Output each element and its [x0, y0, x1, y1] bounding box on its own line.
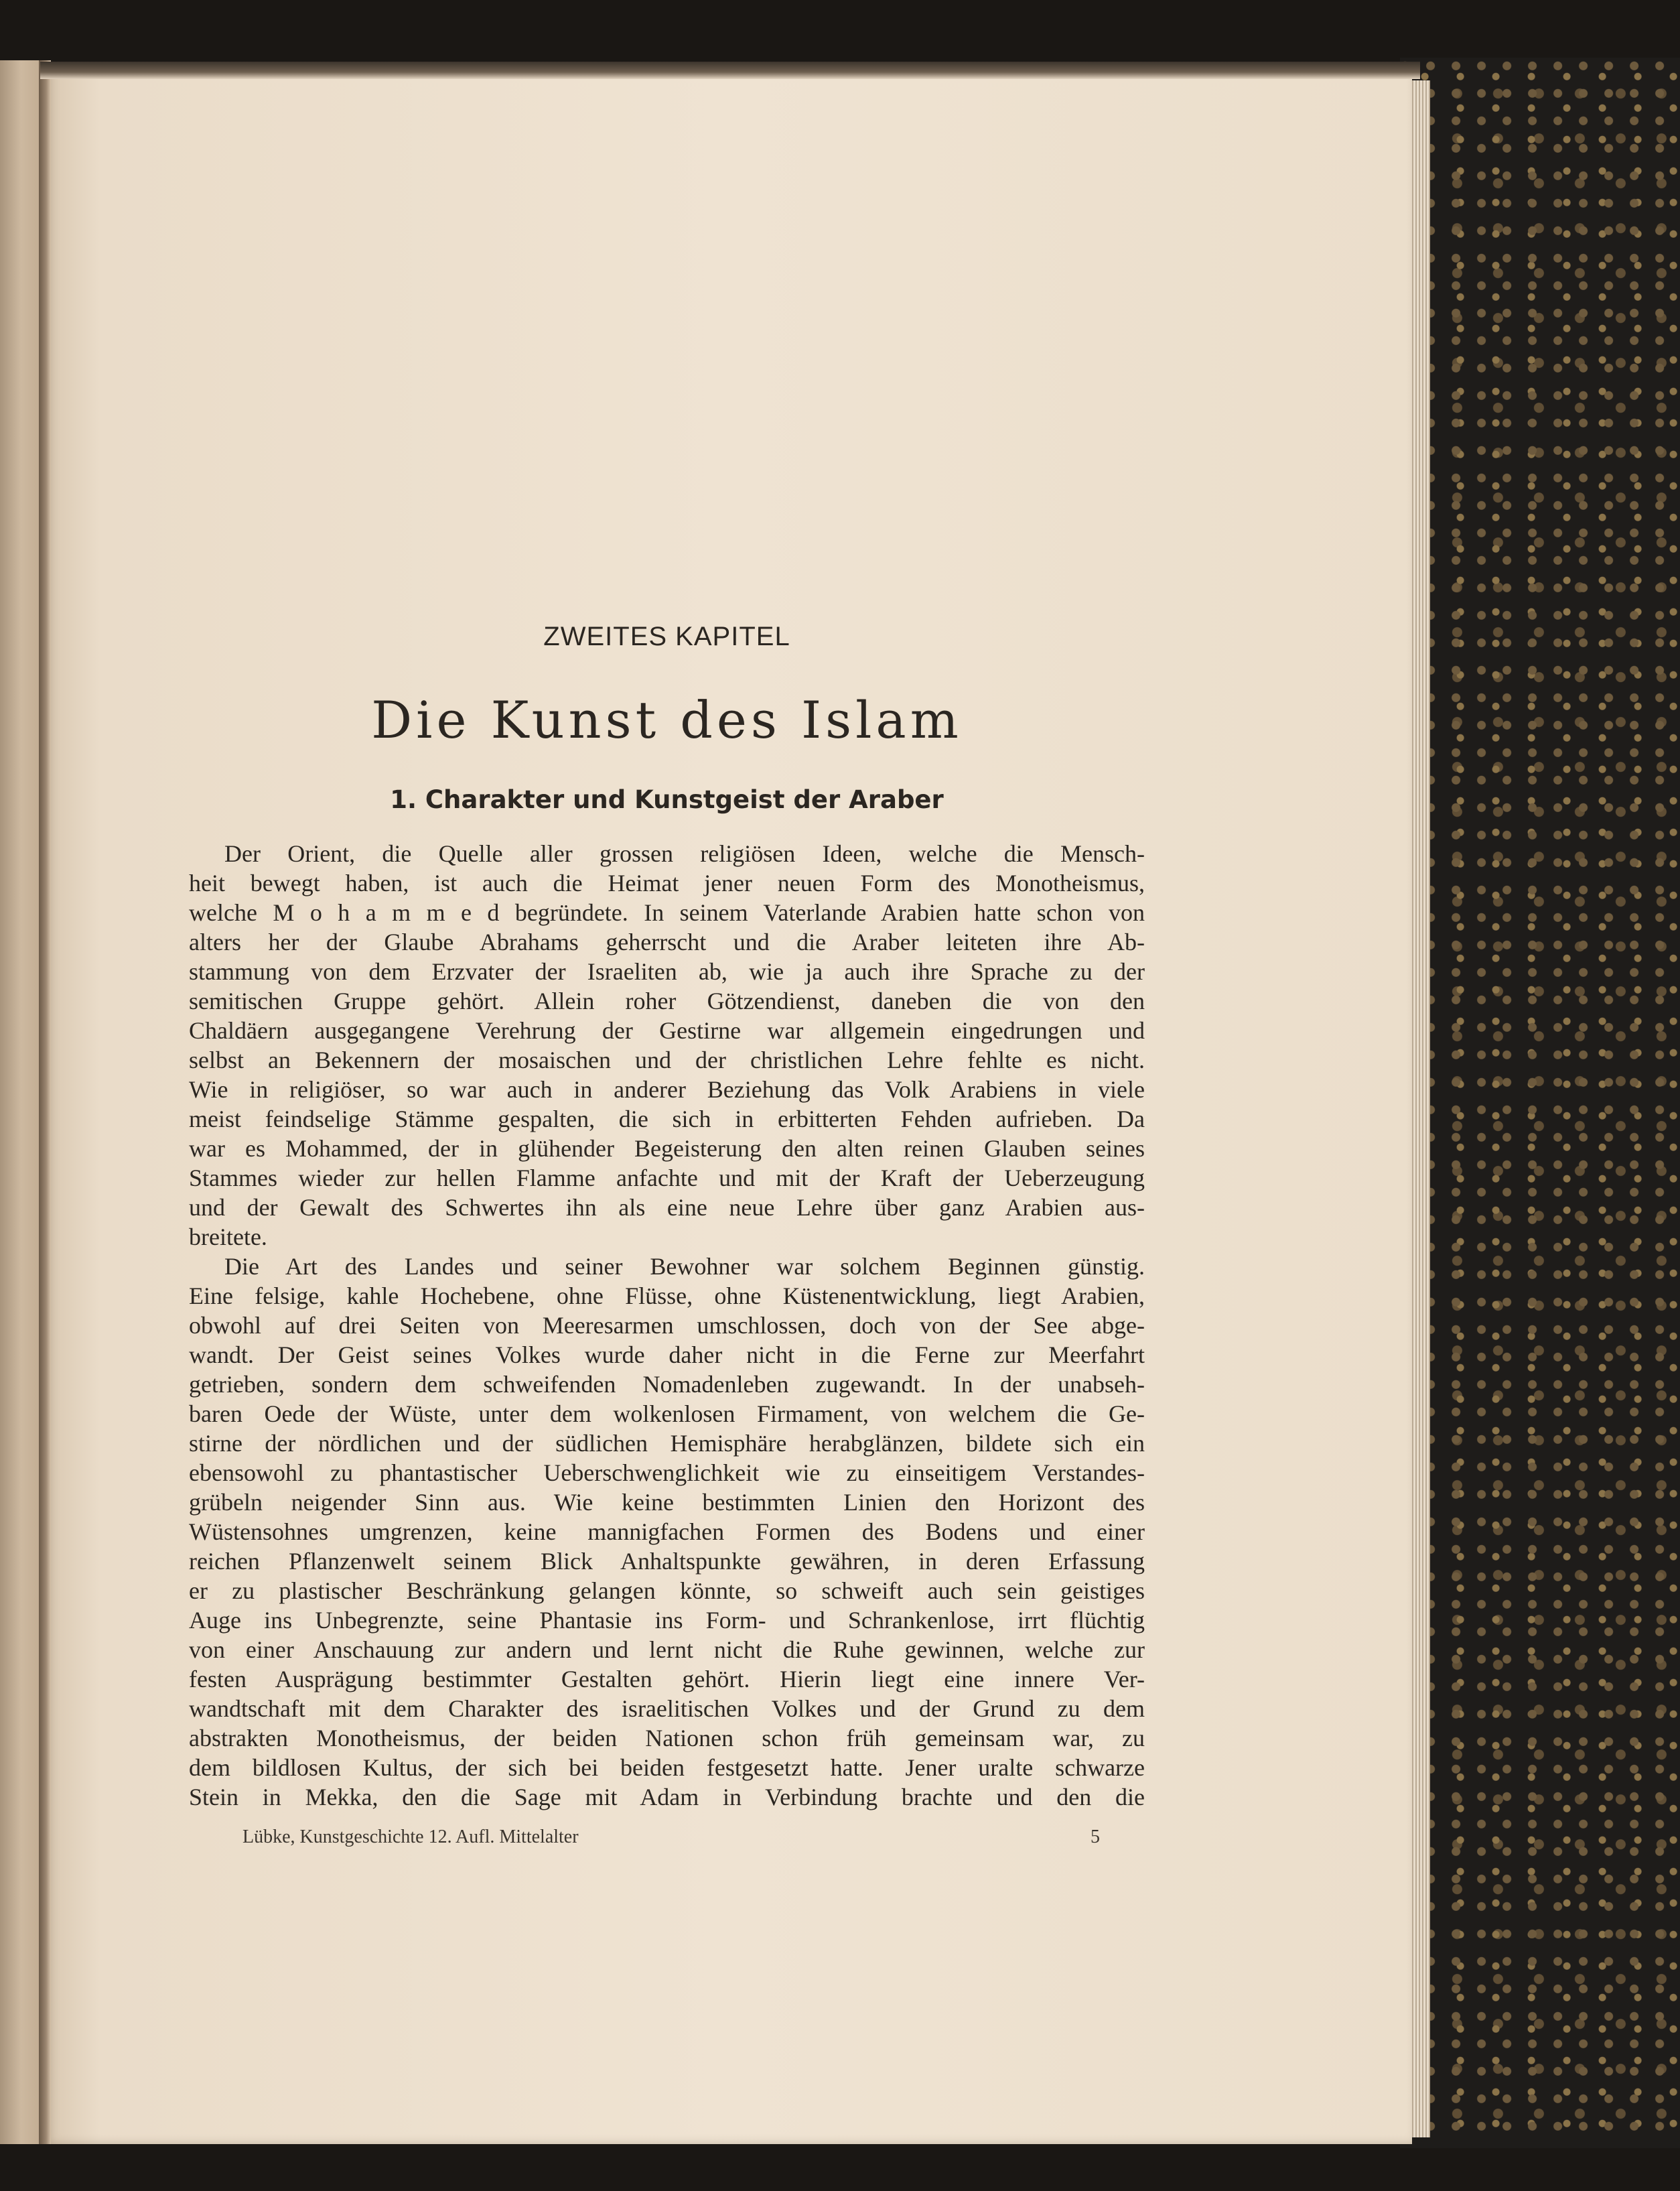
page-number: 5 [1091, 1827, 1100, 1847]
text-line: welche M o h a m m e d begründete. In seinem Vaterlande Arabien hatte schon von [189, 899, 1145, 926]
text-line: baren Oede der Wüste, unter dem wolkenlosen Firmament, von welchem die Ge- [189, 1400, 1145, 1427]
text-line: breitete. [189, 1223, 267, 1250]
text-line: Wüstensohnes umgrenzen, keine mannigfachen Formen des Bodens und einer [189, 1518, 1145, 1545]
text-line: wandtschaft mit dem Charakter des israelitischen Volkes und der Grund zu dem [189, 1695, 1145, 1722]
text-line: Der Orient, die Quelle aller grossen religiösen Ideen, welche die Mensch- [224, 840, 1145, 867]
text-line: wandt. Der Geist seines Volkes wurde daher nicht in die Ferne zur Meerfahrt [189, 1341, 1145, 1368]
text-line: grübeln neigender Sinn aus. Wie keine bestimmten Linien den Horizont des [189, 1489, 1145, 1516]
text-line: Stein in Mekka, den die Sage mit Adam in Verbindung brachte und den die [189, 1784, 1145, 1810]
text-line: alters her der Glaube Abrahams geherrscht und die Araber leiteten ihre Ab- [189, 929, 1145, 955]
text-line: festen Ausprägung bestimmter Gestalten gehört. Hierin liegt eine innere Ver- [189, 1666, 1145, 1692]
text-line: Chaldäern ausgegangene Verehrung der Gestirne war allgemein eingedrungen und [189, 1017, 1145, 1044]
text-line: meist feindselige Stämme gespalten, die sich in erbitterten Fehden aufrieben. Da [189, 1106, 1145, 1132]
page-footer [242, 1827, 1100, 1848]
chapter-label: ZWEITES KAPITEL [543, 622, 790, 651]
text-line: selbst an Bekennern der mosaischen und der christlichen Lehre fehlte es nicht. [189, 1047, 1145, 1073]
text-line: Die Art des Landes und seiner Bewohner war solchem Beginnen günstig. [224, 1253, 1145, 1280]
text-line: ebensowohl zu phantastischer Ueberschwenglichkeit wie zu einseitigem Verstandes- [189, 1459, 1145, 1486]
text-line: von einer Anschauung zur andern und lernt nicht die Ruhe gewinnen, welche zur [189, 1636, 1145, 1663]
text-line: war es Mohammed, der in glühender Begeisterung den alten reinen Glauben seines [189, 1135, 1145, 1162]
book-cover [1400, 58, 1680, 2148]
text-line: heit bewegt haben, ist auch die Heimat jener neuen Form des Monotheismus, [189, 870, 1145, 897]
text-line: dem bildlosen Kultus, der sich bei beiden festgesetzt hatte. Jener uralte schwarze [189, 1754, 1145, 1781]
text-line: stammung von dem Erzvater der Israeliten ab, wie ja auch ihre Sprache zu der [189, 958, 1145, 985]
text-line: getrieben, sondern dem schweifenden Nomadenleben zugewandt. In der unabseh- [189, 1371, 1145, 1398]
text-line: obwohl auf drei Seiten von Meeresarmen umschlossen, doch von der See abge- [189, 1312, 1145, 1339]
book-gutter [39, 60, 51, 2144]
text-line: semitischen Gruppe gehört. Allein roher Götzendienst, daneben die von den [189, 988, 1145, 1014]
text-line: Eine felsige, kahle Hochebene, ohne Flüsse, ohne Küstenentwicklung, liegt Arabien, [189, 1282, 1145, 1309]
section-heading: 1. Charakter und Kunstgeist der Araber [390, 785, 944, 814]
text-line: und der Gewalt des Schwertes ihn als eine neue Lehre über ganz Arabien aus- [189, 1194, 1145, 1221]
text-line: er zu plastischer Beschränkung gelangen könnte, so schweift auch sein geistiges [189, 1577, 1145, 1604]
book-top-edge [40, 62, 1420, 79]
text-line: reichen Pflanzenwelt seinem Blick Anhaltspunkte gewähren, in deren Erfassung [189, 1548, 1145, 1575]
text-line: abstrakten Monotheismus, der beiden Nationen schon früh gemeinsam war, zu [189, 1725, 1145, 1751]
text-line: stirne der nördlichen und der südlichen Hemisphäre herabglänzen, bildete sich ein [189, 1430, 1145, 1457]
chapter-title: Die Kunst des Islam [371, 690, 963, 750]
text-line: Stammes wieder zur hellen Flamme anfachte und mit der Kraft der Ueberzeugung [189, 1165, 1145, 1191]
signature-mark: Lübke, Kunstgeschichte 12. Aufl. Mittelalter [242, 1827, 579, 1847]
text-line: Wie in religiöser, so war auch in anderer Beziehung das Volk Arabiens in viele [189, 1076, 1145, 1103]
text-line: Auge ins Unbegrenzte, seine Phantasie ins Form- und Schrankenlose, irrt flüchtig [189, 1607, 1145, 1634]
